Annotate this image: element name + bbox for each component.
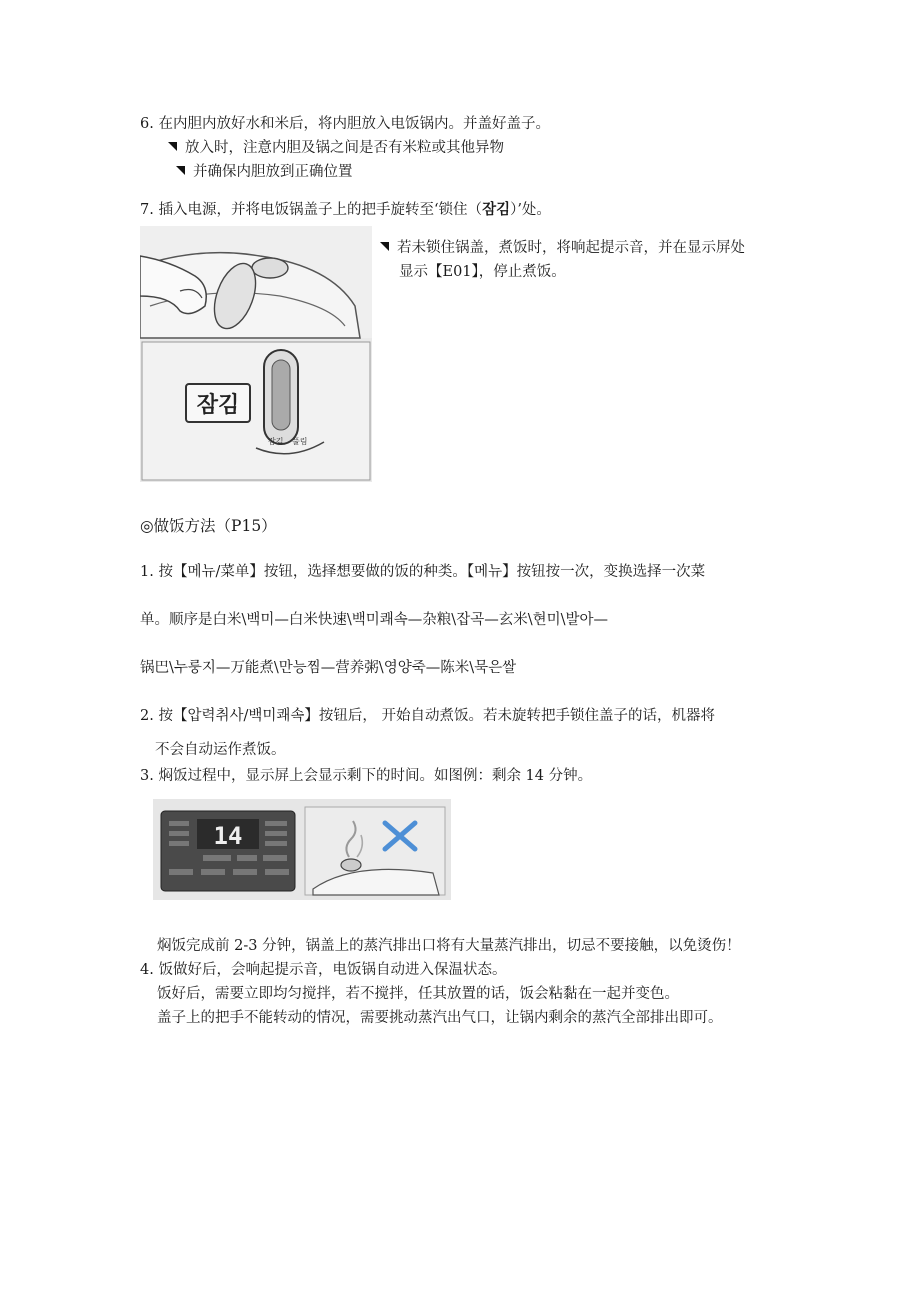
step7-korean: 잠김 xyxy=(482,202,511,218)
display-steam-illustration xyxy=(153,799,451,900)
steam-warning: 焖饭完成前 2-3 分钟，锅盖上的蒸汽排出口将有大量蒸汽排出，切忌不要接触，以免烫伤！ xyxy=(157,938,741,954)
lock-label: 잠김 xyxy=(196,393,240,418)
small-lock-label: 잠김 xyxy=(268,437,284,446)
small-unlock-label: 풀림 xyxy=(292,437,308,446)
cook-step1-line3: 锅巴\누룽지—万能煮\만능찜—营养粥\영양죽—陈米\묵은쌀 xyxy=(140,660,517,676)
cook-step3: 3. 焖饭过程中，显示屏上会显示剩下的时间。如图例：剩余 14 分钟。 xyxy=(140,768,593,784)
cook-step4-line1: 4. 饭做好后，会响起提示音，电饭锅自动进入保温状态。 xyxy=(140,962,507,978)
step6-note2 xyxy=(176,162,353,182)
cook-step1-line2: 单。顺序是白米\백미—白米快速\백미쾌속—杂粮\잡곡—玄米\현미\발아— xyxy=(140,612,609,628)
triangle-bullet-icon xyxy=(380,242,389,251)
step7-prefix: 7. 插入电源，并将电饭锅盖子上的把手旋转至‘锁住（ xyxy=(140,202,483,218)
triangle-bullet-icon xyxy=(176,166,185,175)
cook-step4-line3: 盖子上的把手不能转动的情况，需要挑动蒸汽出气口，让锅内剩余的蒸汽全部排出即可。 xyxy=(157,1010,723,1026)
display-readout: 14 xyxy=(213,822,243,850)
steam-no-touch-illustration-icon xyxy=(153,799,451,900)
step7-text xyxy=(140,200,551,220)
triangle-bullet-icon xyxy=(168,142,177,151)
lid-lock-illustration xyxy=(140,226,372,482)
hand-lid-lock-illustration-icon xyxy=(140,226,372,482)
step7-note-line1: 若未锁住锅盖，煮饭时，将响起提示音，并在显示屏处 xyxy=(397,240,745,256)
cook-step1-line1: 1. 按【메뉴/菜单】按钮，选择想要做的饭的种类。【메뉴】按钮按一次，变换选择一次菜 xyxy=(140,564,706,580)
note-text: 并确保内胆放到正确位置 xyxy=(193,164,353,180)
step6-note1 xyxy=(168,138,504,158)
note-text: 放入时，注意内胆及锅之间是否有米粒或其他异物 xyxy=(185,140,504,156)
cook-step4-line2: 饭好后，需要立即均匀搅拌，若不搅拌，任其放置的话，饭会粘黏在一起并变色。 xyxy=(157,986,679,1002)
step7-note xyxy=(380,238,745,258)
step7-suffix: ）’处。 xyxy=(510,202,551,218)
cook-step2-line1: 2. 按【압력취사/백미쾌속】按钮后， 开始自动煮饭。若未旋转把手锁住盖子的话，机器将 xyxy=(140,708,715,724)
section-title: ◎做饭方法（P15） xyxy=(140,517,277,535)
step6-text: 6. 在内胆内放好水和米后，将内胆放入电饭锅内。并盖好盖子。 xyxy=(140,116,550,132)
cook-step2-line2: 不会自动运作煮饭。 xyxy=(155,742,286,758)
step7-note-line2: 显示【E01】，停止煮饭。 xyxy=(399,264,566,280)
